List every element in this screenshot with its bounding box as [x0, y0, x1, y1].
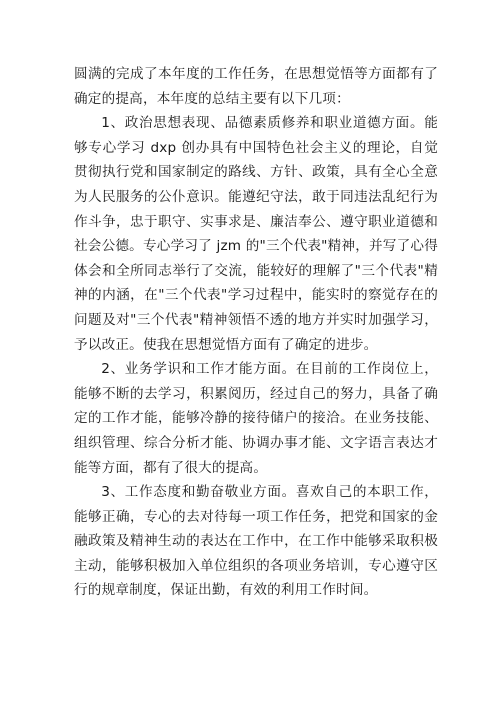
document-body: [74, 62, 438, 603]
paragraph-attitude: 3、工作态度和勤奋敬业方面。喜欢自己的本职工作，能够正确，专心的去对待每一项工作任务，把党和国家的金融政策及精神生动的表达在工作中，在工作中能够采取积极主动，能够积极加入单位组织的各项业务培训，专心遵守区行的规章制度，保证出勤，有效的利用工作时间。: [74, 484, 438, 599]
paragraph-political: 1、政治思想表现、品德素质修养和职业道德方面。能够专心学习 dxp 创办具有中国特色社会主义的理论，自觉贯彻执行党和国家制定的路线、方针、政策，具有全心全意为人民服务的公仆意识。能遵纪守法，敢于同违法乱纪行为作斗争，忠于职守、实事求是、廉洁奉公、遵守职业道德和社会公德。专心学习了 jzm 的"三个代表"精神，并写了心得体会和全所同志举行了交流，能较好的理解了"三个代表"精神的内涵，在"三个代表"学习过程中，能实时的察觉存在的问题及对"三个代表"精神领悟不透的地方并实时加强学习，予以改正。使我在思想觉悟方面有了确定的进步。: [74, 115, 438, 353]
paragraph-intro: 圆满的完成了本年度的工作任务，在思想觉悟等方面都有了确定的提高，本年度的总结主要有以下几项：: [74, 66, 438, 107]
paragraph-business: 2、业务学识和工作才能方面。在目前的工作岗位上，能够不断的去学习，积累阅历，经过自己的努力，具备了确定的工作才能，能够冷静的接待储户的接洽。在业务技能、组织管理、综合分析才能、协调办事才能、文字语言表达才能等方面，都有了很大的提高。: [74, 361, 438, 476]
